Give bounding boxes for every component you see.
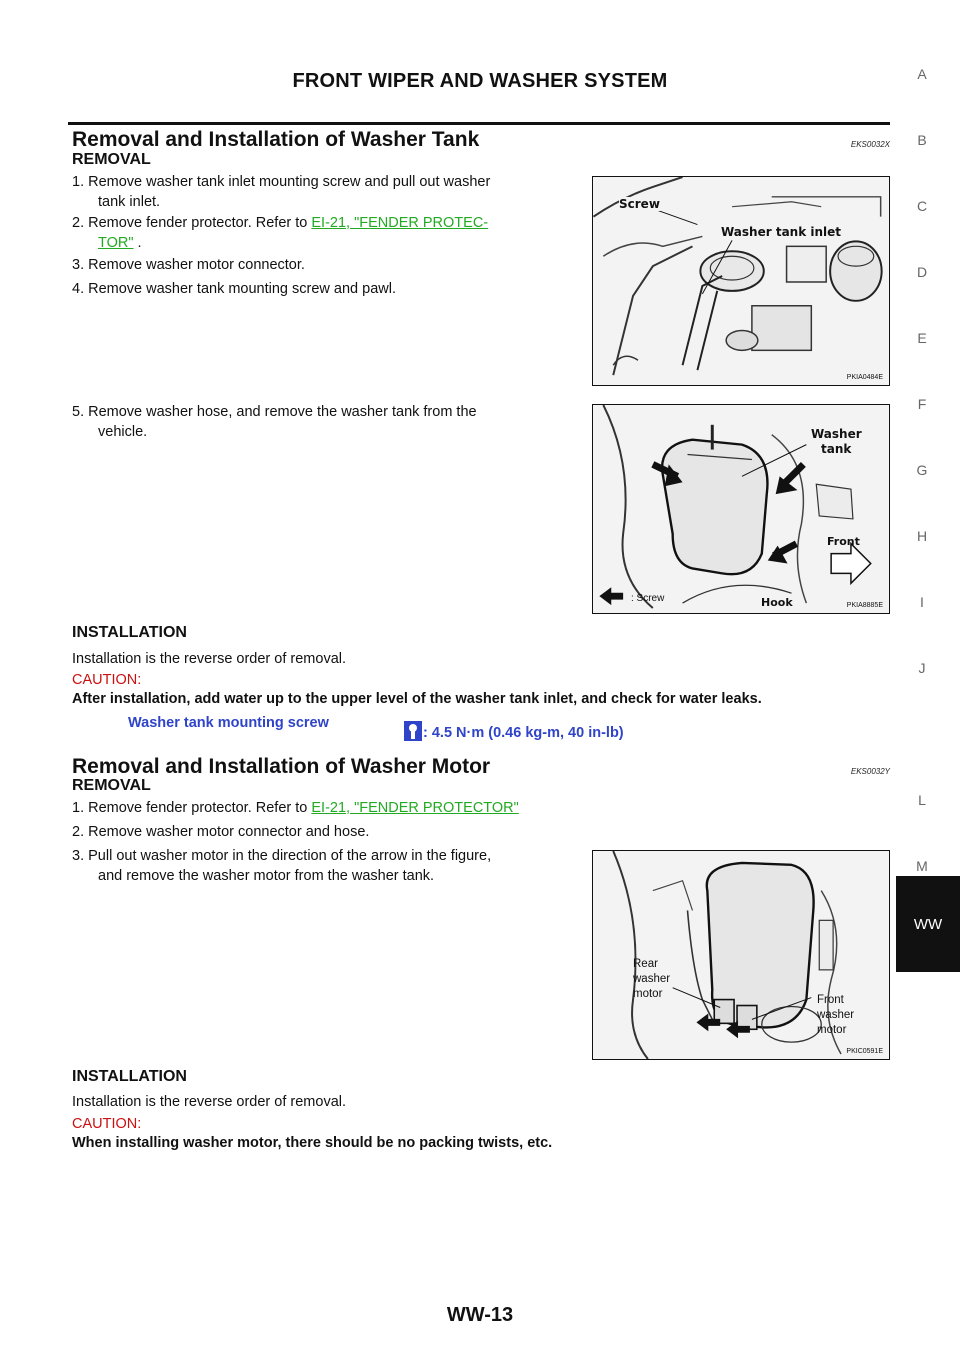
link-fender-protector[interactable]: EI-21, "FENDER PROTEC- [311,215,489,231]
torque-label: Washer tank mounting screw [128,715,329,731]
step-2: 2. Remove fender protector. Refer to EI-21, "FENDER PROTEC- TOR" . [72,215,489,251]
step-2-2: 2. Remove washer motor connector and hose. [72,824,370,840]
page-header-title: FRONT WIPER AND WASHER SYSTEM [292,70,668,92]
figure2-label-front: Front [827,535,860,548]
sidebar-letter-f[interactable]: F [917,396,927,412]
section-code: EKS0032X [850,140,890,149]
sidebar-letter-m[interactable]: M [916,858,928,874]
sidebar-tab-ww[interactable]: WW [896,876,960,972]
removal-heading: REMOVAL [72,151,151,168]
section-title-washer-motor: Removal and Installation of Washer Motor [72,755,491,778]
installation-heading-2: INSTALLATION [72,1068,187,1085]
section-title-washer-tank: Removal and Installation of Washer Tank [72,128,480,151]
sidebar-letter-a[interactable]: A [917,66,927,82]
sidebar-letter-b[interactable]: B [917,132,927,148]
figure-washer-tank [592,404,890,614]
sidebar-letter-d[interactable]: D [916,264,928,280]
sidebar-letter-l[interactable]: L [918,792,926,808]
installation-text-2: Installation is the reverse order of removal. [72,1094,347,1110]
step-2-3: 3. Pull out washer motor in the direction of the arrow in the figure, and remove the washer motor from the washer tank. [72,848,492,884]
sidebar-letter-c[interactable]: C [916,198,928,214]
step-5: 5. Remove washer hose, and remove the washer tank from the vehicle. [72,404,477,440]
figure3-label-rear-motor: Rear washer motor [633,958,671,1000]
figure3-id: PKIC0591E [846,1048,883,1055]
caution-text: After installation, add water up to the upper level of the washer tank inlet, and check for water leaks. [72,691,762,707]
step-4: 4. Remove washer tank mounting screw and pawl. [72,281,396,297]
caution-text-2: When installing washer motor, there should be no packing twists, etc. [72,1135,553,1151]
figure3-label-front-motor: Front washer motor [817,994,855,1036]
sidebar-letter-g[interactable]: G [916,462,928,478]
figure-washer-tank-inlet [592,176,890,386]
figure1-id: PKIA0484E [846,374,883,381]
caution-label-2: CAUTION: [72,1116,142,1132]
installation-heading: INSTALLATION [72,624,187,641]
torque-value: : 4.5 N·m (0.46 kg-m, 40 in-lb) [423,725,624,741]
sidebar-letter-e[interactable]: E [917,330,927,346]
sidebar-letter-j[interactable]: J [918,660,926,676]
figure1-label-screw: Screw [619,197,660,211]
figure2-label-hook: Hook [761,596,793,609]
figure2-legend-screw: : Screw [631,593,665,604]
link-fender-protector-2[interactable]: EI-21, "FENDER PROTECTOR" [311,800,519,816]
figure-washer-motor [592,850,890,1060]
step-3: 3. Remove washer motor connector. [72,257,305,273]
link-fender-protector-cont[interactable]: TOR" [98,235,134,251]
section-code-2: EKS0032Y [850,767,890,776]
figure2-id: PKIA8885E [846,602,883,609]
step-2-1: 1. Remove fender protector. Refer to EI-21, "FENDER PROTECTOR" [72,800,519,816]
figure2-label-tank: Washer tank [811,427,862,456]
removal-heading-2: REMOVAL [72,777,151,794]
sidebar-letter-h[interactable]: H [916,528,928,544]
page-number: WW-13 [446,1304,514,1326]
figure1-label-inlet: Washer tank inlet [721,225,842,239]
installation-text: Installation is the reverse order of removal. [72,651,347,667]
sidebar-letter-i[interactable]: I [920,594,924,610]
caution-label: CAUTION: [72,672,142,688]
torque-wrench-icon [404,721,422,741]
header-divider [68,122,890,125]
step-1: 1. Remove washer tank inlet mounting screw and pull out washer tank inlet. [72,174,491,210]
